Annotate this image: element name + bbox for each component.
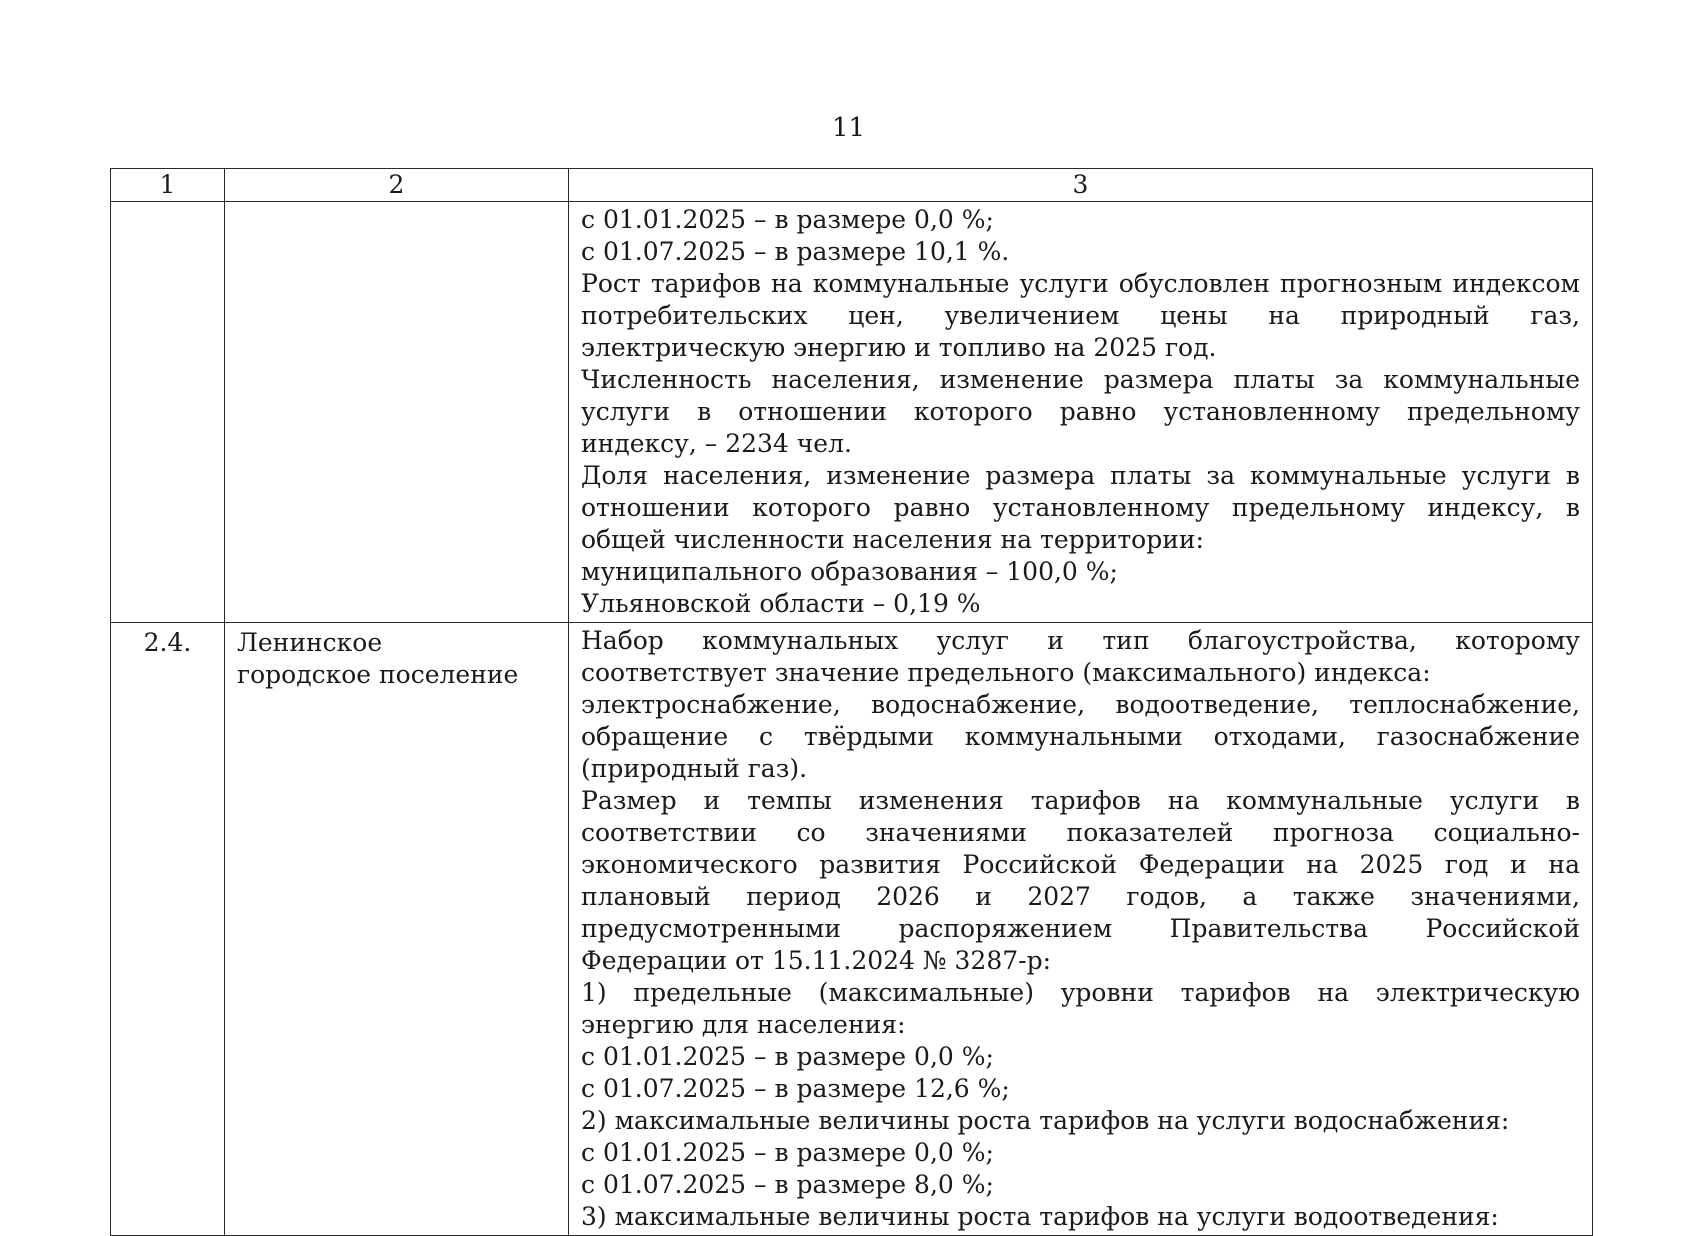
population-share-paragraph: Доля населения, изменение размера платы за коммунальные услуги в отношении которого равно установленному предельному индексу, в общей численности населения на территории:: [581, 461, 1580, 554]
region-share-line: Ульяновской области – 0,19 %: [581, 589, 981, 618]
settlement-name-line: Ленинское: [237, 628, 383, 657]
municipality-share-line: муниципального образования – 100,0 %;: [581, 557, 1118, 586]
population-count-paragraph: Численность населения, изменение размера платы за коммунальные услуги в отношении которого равно установленному предельному индексу, – 2234 чел.: [581, 365, 1580, 458]
water-supply-tariff-heading: 2) максимальные величины роста тарифов на услуги водоснабжения:: [581, 1106, 1510, 1135]
tariff-line: с 01.07.2025 – в размере 12,6 %;: [581, 1074, 1010, 1103]
tariff-line: с 01.07.2025 – в размере 10,1 %.: [581, 237, 1010, 266]
page-number: 11: [831, 113, 866, 143]
table-row: [111, 202, 1593, 623]
settlement-name-line: городское поселение: [237, 660, 519, 689]
tariff-description-cell: [569, 202, 1593, 623]
tariff-description-cell: [569, 623, 1593, 1236]
tariff-line: с 01.01.2025 – в размере 0,0 %;: [581, 205, 994, 234]
table-header-row: [111, 169, 1593, 202]
growth-reason-paragraph: Рост тарифов на коммунальные услуги обусловлен прогнозным индексом потребительских цен, увеличением цены на природный газ, электрическую энергию и топливо на 2025 год.: [581, 269, 1580, 362]
settlement-name-cell: [225, 623, 569, 1236]
column-header-2: 2: [225, 169, 569, 202]
row-number-cell: [111, 202, 225, 623]
services-set-paragraph: Набор коммунальных услуг и тип благоустройства, которому соответствует значение предельного (максимального) индекса:: [581, 626, 1580, 687]
column-header-1: 1: [111, 169, 225, 202]
settlement-name-cell: [225, 202, 569, 623]
tariff-line: с 01.07.2025 – в размере 8,0 %;: [581, 1170, 994, 1199]
row-number-cell: 2.4.: [111, 623, 225, 1236]
column-header-3: 3: [569, 169, 1593, 202]
tariff-table: [110, 168, 1593, 1236]
sewerage-tariff-heading: 3) максимальные величины роста тарифов на услуги водоотведения:: [581, 1202, 1499, 1231]
tariff-line: с 01.01.2025 – в размере 0,0 %;: [581, 1138, 994, 1167]
tariff-line: с 01.01.2025 – в размере 0,0 %;: [581, 1042, 994, 1071]
table-row: [111, 623, 1593, 1236]
electricity-tariff-heading: 1) предельные (максимальные) уровни тарифов на электрическую энергию для населения:: [581, 978, 1580, 1039]
tariff-basis-paragraph: Размер и темпы изменения тарифов на коммунальные услуги в соответствии со значениями показателей прогноза социально-экономического развития Российской Федерации на 2025 год и на плановый период 2026 и 2027 годов, а также значениями, предусмотренными распоряжением Правительства Российской Федерации от 15.11.2024 № 3287-р:: [581, 786, 1580, 975]
services-list-paragraph: электроснабжение, водоснабжение, водоотведение, теплоснабжение, обращение с твёрдыми коммунальными отходами, газоснабжение (природный газ).: [581, 690, 1580, 783]
